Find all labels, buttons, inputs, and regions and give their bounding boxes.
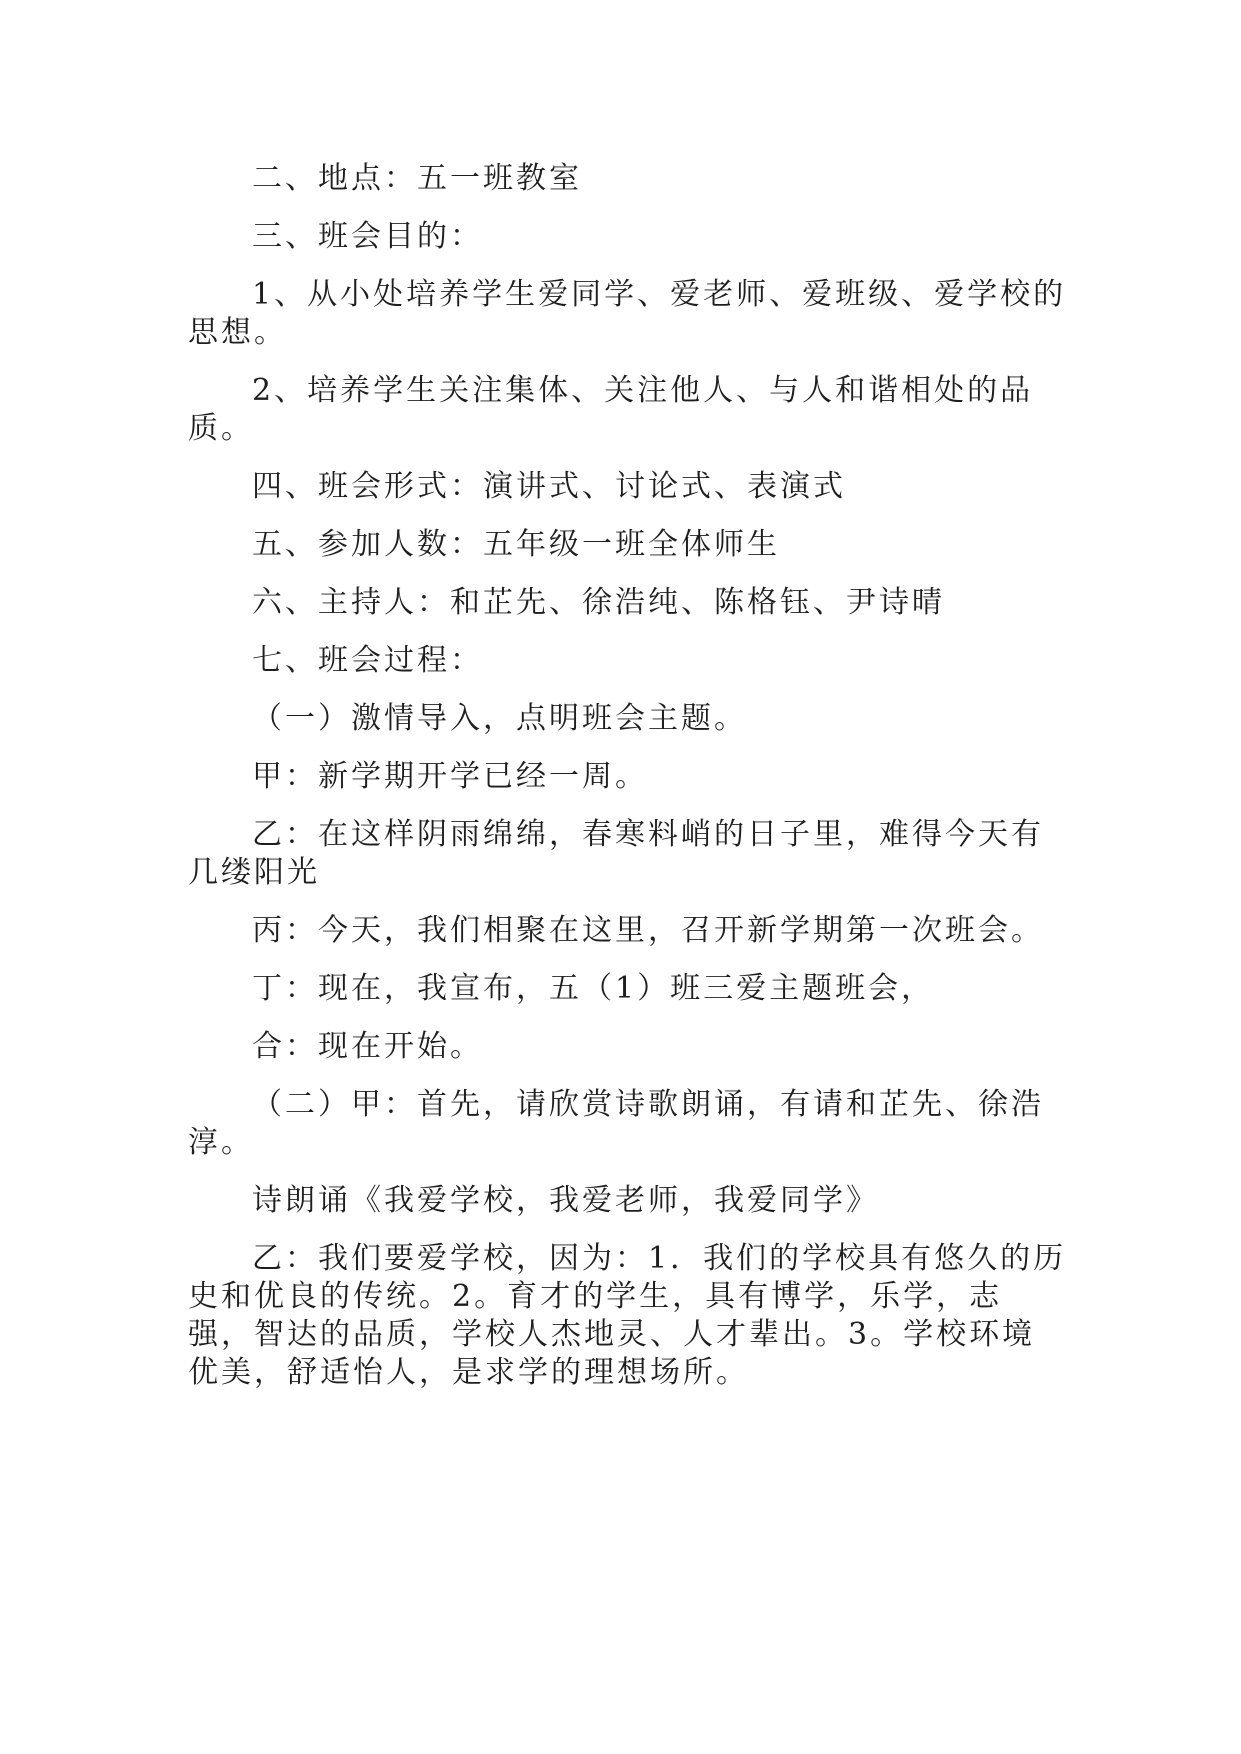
paragraph-line-bing: 丙：今天，我们相聚在这里，召开新学期第一次班会。: [252, 913, 1044, 948]
paragraph-line-he: 合：现在开始。: [252, 1029, 483, 1064]
document-body: [188, 160, 1068, 1412]
paragraph-line-ding: 丁：现在，我宣布，五（1）班三爱主题班会，: [252, 971, 935, 1006]
paragraph-format: 四、班会形式：演讲式、讨论式、表演式: [252, 469, 846, 504]
paragraph-purpose-2: 2、培养学生关注集体、关注他人、与人和谐相处的品质。: [188, 373, 1034, 446]
paragraph-line-yi: 乙：在这样阴雨绵绵，春寒料峭的日子里，难得今天有几缕阳光: [188, 817, 1044, 890]
paragraph-process-heading: 七、班会过程：: [252, 643, 483, 678]
paragraph-love-school: 乙：我们要爱学校，因为：1．我们的学校具有悠久的历史和优良的传统。2。育才的学生，具有博学，乐学，志强，智达的品质，学校人杰地灵、人才辈出。3。学校环境优美，舒适怡人，是求学的理想场所。: [188, 1241, 1067, 1390]
paragraph-line-jia: 甲：新学期开学已经一周。: [252, 759, 648, 794]
paragraph-poem-title: 诗朗诵《我爱学校，我爱老师，我爱同学》: [252, 1183, 879, 1218]
paragraph-section-2: （二）甲：首先，请欣赏诗歌朗诵，有请和芷先、徐浩淳。: [188, 1087, 1044, 1160]
paragraph-participants: 五、参加人数：五年级一班全体师生: [252, 527, 780, 562]
paragraph-location: 二、地点：五一班教室: [252, 161, 582, 196]
paragraph-purpose-heading: 三、班会目的：: [252, 219, 483, 254]
paragraph-section-1: （一）激情导入，点明班会主题。: [252, 701, 747, 736]
paragraph-hosts: 六、主持人：和芷先、徐浩纯、陈格钰、尹诗晴: [252, 585, 945, 620]
paragraph-purpose-1: 1、从小处培养学生爱同学、爱老师、爱班级、爱学校的思想。: [188, 277, 1067, 350]
